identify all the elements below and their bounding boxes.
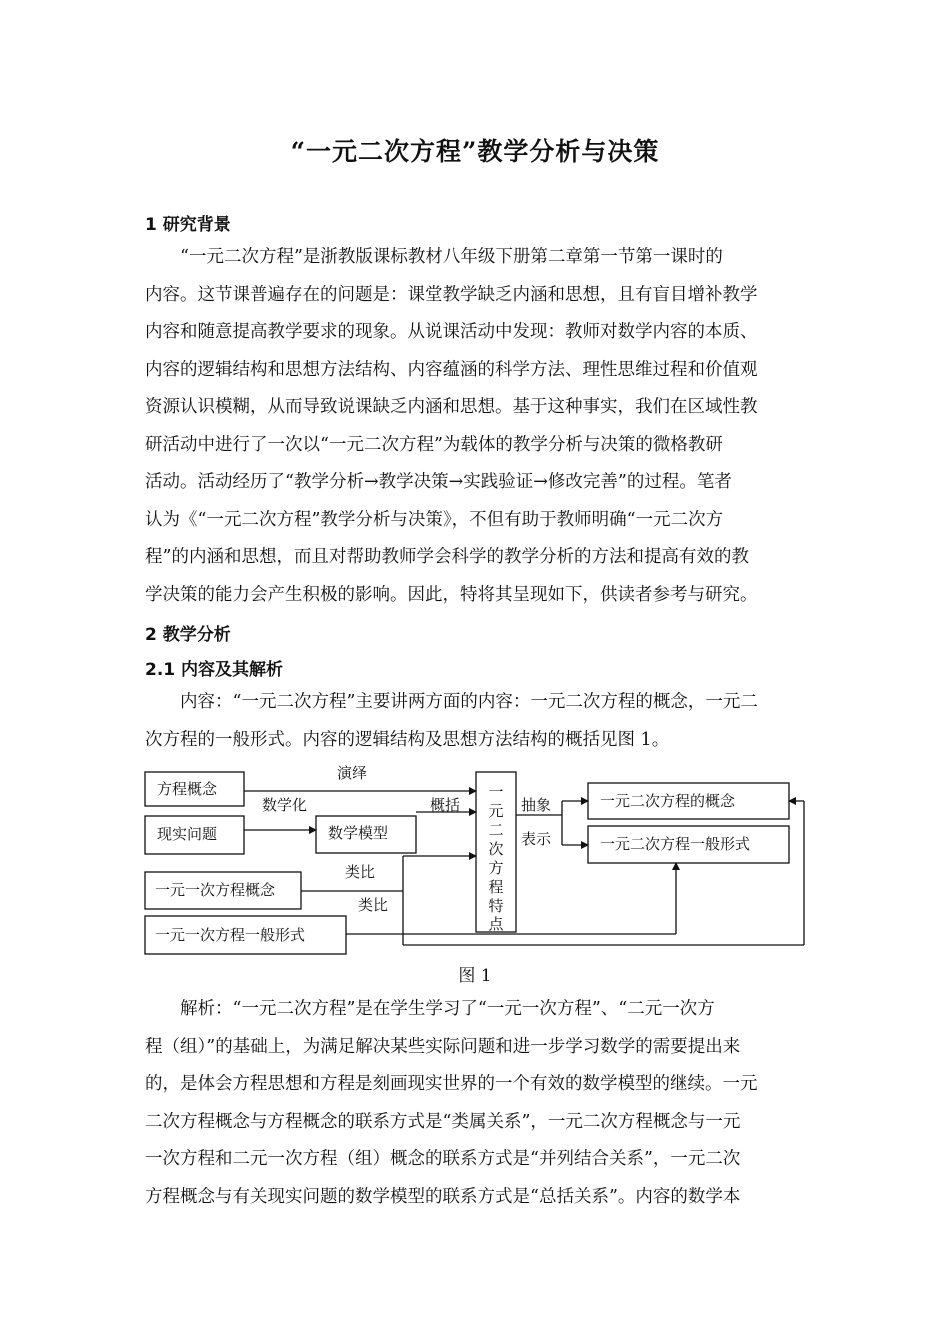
box-linear-general-label: 一元一次方程一般形式 [155,926,306,944]
text-line: 方程概念与有关现实问题的数学模型的联系方式是“总括关系”。内容的数学本 [145,1186,741,1207]
center-char: 方 [488,859,504,877]
center-char: 一 [488,783,504,801]
text-line: 一次方程和二元一次方程（组）概念的联系方式是“并列结合关系”，一元二次 [145,1149,741,1169]
text-line: 二次方程概念与方程概念的联系方式是“类属关系”，一元二次方程概念与一元 [145,1111,741,1132]
text-line: 内容。这节课普遍存在的问题是：课堂教学缺乏内涵和思想，且有盲目增补教学 [145,284,758,305]
box-linear-concept-label: 一元一次方程概念 [155,881,276,899]
figure-1-caption: 图 1 [458,966,492,986]
label-analogy-1: 类比 [345,863,376,881]
label-analogy-2: 类比 [358,896,389,914]
text-line: 活动。活动经历了“教学分析→教学决策→实践验证→修改完善”的过程。笔者 [145,472,732,492]
text-line: 内容的逻辑结构和思想方法结构、内容蕴涵的科学方法、理性思维过程和价值观 [145,359,758,380]
section-2-heading: 2 教学分析 [145,625,231,645]
analysis-body [145,991,807,1216]
label-abstract: 抽象 [521,796,552,814]
box-real-problem-label: 现实问题 [157,825,218,843]
section-2-1-heading: 2.1 内容及其解析 [145,660,284,680]
text-line: 资源认识模糊，从而导致说课缺乏内涵和思想。基于这种事实，我们在区域性教 [145,397,758,417]
center-char: 特 [488,897,504,915]
label-mathematize: 数学化 [262,796,308,814]
center-char: 程 [488,878,504,896]
box-math-model-label: 数学模型 [328,824,389,842]
center-char: 次 [488,840,504,858]
text-line: 解析：“一元二次方程”是在学生学习了“一元一次方程”、“二元一次方 [180,999,715,1019]
box-equation-concept-label: 方程概念 [157,780,218,798]
text-line: “一元二次方程”是浙教版课标教材八年级下册第二章第一节第一课时的 [180,247,723,267]
page-title: “一元二次方程”教学分析与决策 [290,137,660,166]
label-represent: 表示 [521,830,552,848]
box-quadratic-concept-label: 一元二次方程的概念 [600,792,736,810]
center-char: 点 [488,915,504,933]
text-line: 研活动中进行了一次以“一元二次方程”为载体的教学分析与决策的微格教研 [145,434,723,455]
label-deduction: 演绎 [337,764,368,782]
text-line: 内容：“一元二次方程”主要讲两方面的内容：一元二次方程的概念，一元二 [180,692,758,712]
text-line: 内容和随意提高教学要求的现象。从说课活动中发现：教师对数学内容的本质、 [145,322,758,342]
box-quadratic-general-label: 一元二次方程一般形式 [600,835,751,853]
text-line: 程”的内涵和思想，而且对帮助教师学会科学的教学分析的方法和提高有效的教 [145,547,749,567]
section-1-heading: 1 研究背景 [145,215,231,235]
text-line: 学决策的能力会产生积极的影响。因此，特将其呈现如下，供读者参考与研究。 [145,584,758,605]
center-char: 元 [488,802,504,820]
label-generalize: 概括 [430,796,461,814]
center-char: 二 [488,821,504,839]
text-line: 认为《“一元二次方程”教学分析与决策》，不但有助于教师明确“一元二次方 [145,509,724,530]
text-line: 次方程的一般形式。内容的逻辑结构及思想方法结构的概括见图 1。 [145,729,670,750]
text-line: 程（组）”的基础上，为满足解决某些实际问题和进一步学习数学的需要提出来 [145,1036,741,1057]
text-line: 的，是体会方程思想和方程是刻画现实世界的一个有效的数学模型的继续。一元 [145,1074,758,1094]
